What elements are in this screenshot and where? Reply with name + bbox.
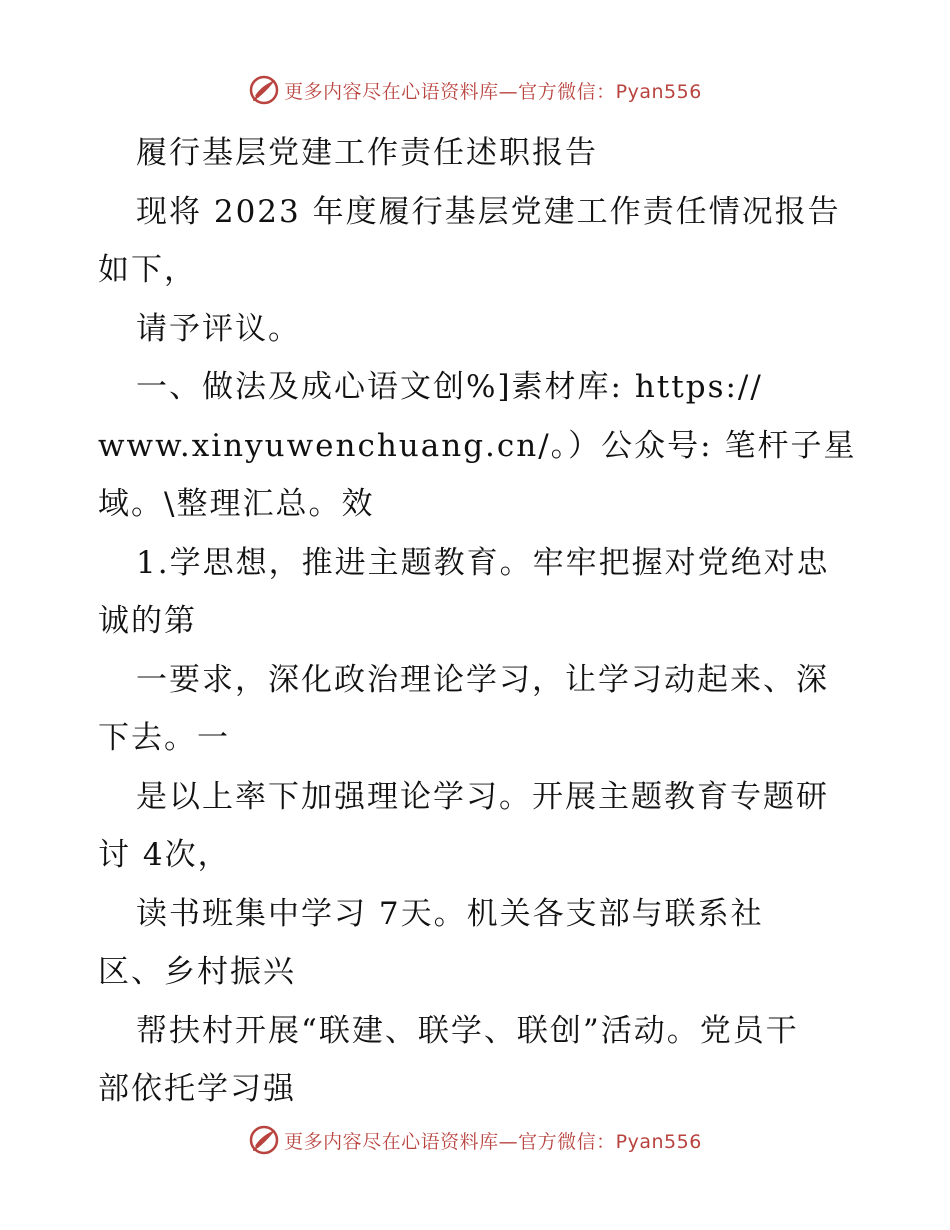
- document-line: 一、做法及成心语文创%]素材库: https://: [136, 369, 763, 405]
- document-line: 现将 2023 年度履行基层党建工作责任情况报告: [136, 193, 841, 230]
- document-line: 1.学思想，推进主题教育。牢牢把握对党绝对忠: [136, 544, 830, 581]
- header-banner: [0, 70, 950, 110]
- document-line: www.xinyuwenchuang.cn/。）公众号: 笔杆子星: [98, 427, 857, 464]
- document-line: 下去。一: [98, 720, 230, 756]
- document-line: 履行基层党建工作责任述职报告: [136, 135, 598, 171]
- document-line: 诚的第: [98, 603, 197, 639]
- document-line: 如下，: [98, 252, 197, 288]
- quill-pen-logo-icon: [248, 74, 280, 106]
- quill-pen-logo-icon: [248, 1124, 280, 1156]
- document-line: 是以上率下加强理论学习。开展主题教育专题研: [136, 778, 829, 815]
- document-line: 域。\整理汇总。效: [98, 486, 375, 522]
- document-line: 请予评议。: [136, 310, 301, 347]
- document-line: 读书班集中学习 7天。机关各支部与联系社: [136, 895, 764, 932]
- document-line: 讨 4次，: [98, 837, 231, 873]
- footer-banner-content: [248, 1124, 702, 1156]
- document-line: 部依托学习强: [98, 1071, 296, 1107]
- document-line: 帮扶村开展“联建、联学、联创”活动。党员干: [136, 1012, 799, 1049]
- document-body: [98, 124, 858, 1119]
- header-banner-content: [248, 74, 702, 106]
- document-line: 一要求，深化政治理论学习，让学习动起来、深: [136, 661, 829, 698]
- footer-banner-text: 更多内容尽在心语资料库—官方微信：Pyan556: [284, 1130, 702, 1153]
- header-banner-text: 更多内容尽在心语资料库—官方微信：Pyan556: [284, 80, 702, 103]
- footer-banner: [0, 1120, 950, 1160]
- document-line: 区、乡村振兴: [98, 954, 296, 990]
